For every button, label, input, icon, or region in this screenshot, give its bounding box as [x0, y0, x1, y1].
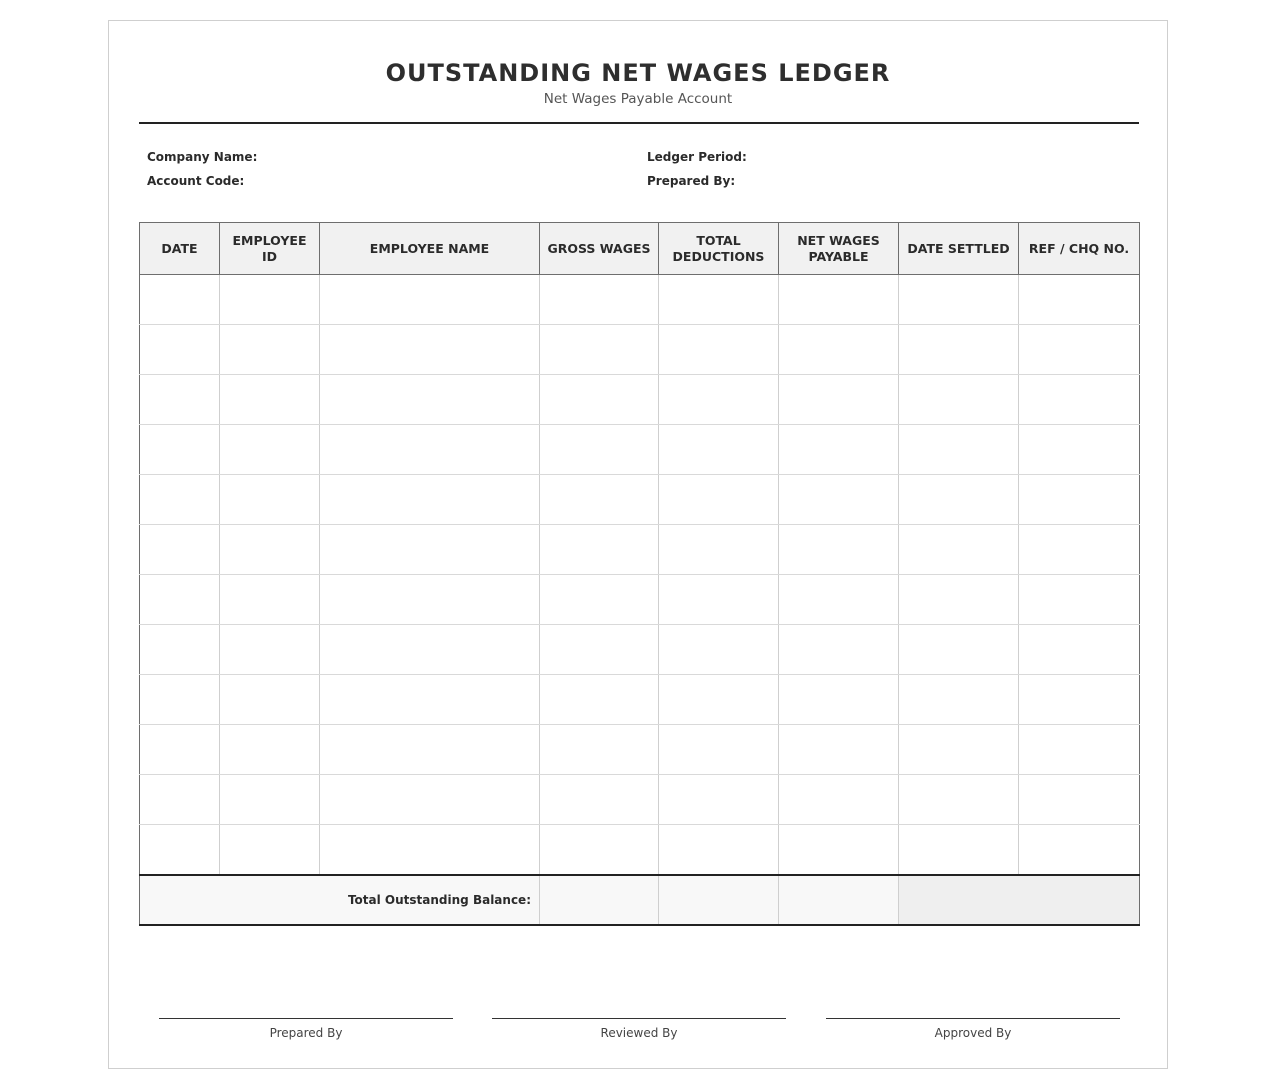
cell-ref-chq-no[interactable] — [1019, 725, 1140, 775]
cell-gross-wages[interactable] — [540, 775, 659, 825]
cell-total-deductions[interactable] — [659, 725, 779, 775]
cell-employee-id[interactable] — [220, 475, 320, 525]
cell-employee-id[interactable] — [220, 775, 320, 825]
cell-gross-wages[interactable] — [540, 475, 659, 525]
cell-date-settled[interactable] — [899, 625, 1019, 675]
cell-employee-id[interactable] — [220, 575, 320, 625]
cell-date-settled[interactable] — [899, 775, 1019, 825]
cell-date[interactable] — [140, 525, 220, 575]
cell-net-wages-payable[interactable] — [779, 275, 899, 325]
cell-date-settled[interactable] — [899, 475, 1019, 525]
cell-date[interactable] — [140, 825, 220, 876]
reviewed-by-signature-line[interactable] — [492, 1018, 786, 1019]
cell-employee-id[interactable] — [220, 725, 320, 775]
cell-employee-name[interactable] — [320, 775, 540, 825]
cell-date-settled[interactable] — [899, 575, 1019, 625]
ledger-period-label: Ledger Period: — [647, 150, 747, 164]
cell-date[interactable] — [140, 775, 220, 825]
ledger-sheet — [108, 20, 1168, 1069]
header-divider — [139, 122, 1139, 124]
cell-gross-wages[interactable] — [540, 425, 659, 475]
cell-gross-wages[interactable] — [540, 825, 659, 876]
cell-net-wages-payable[interactable] — [779, 575, 899, 625]
cell-ref-chq-no[interactable] — [1019, 775, 1140, 825]
cell-employee-id[interactable] — [220, 275, 320, 325]
cell-ref-chq-no[interactable] — [1019, 625, 1140, 675]
cell-date[interactable] — [140, 725, 220, 775]
cell-net-wages-payable[interactable] — [779, 475, 899, 525]
cell-total-deductions[interactable] — [659, 325, 779, 375]
column-header-employee-id: EMPLOYEE ID — [220, 223, 320, 275]
ledger-table — [139, 222, 1140, 926]
cell-employee-name[interactable] — [320, 575, 540, 625]
cell-date[interactable] — [140, 475, 220, 525]
table-row — [140, 725, 1140, 775]
prepared-by-label: Prepared By: — [647, 174, 736, 188]
cell-date[interactable] — [140, 425, 220, 475]
cell-net-wages-payable[interactable] — [779, 375, 899, 425]
table-row — [140, 825, 1140, 876]
cell-date[interactable] — [140, 375, 220, 425]
cell-total-deductions[interactable] — [659, 775, 779, 825]
approved-by-signature-label: Approved By — [934, 1026, 1012, 1040]
table-row — [140, 425, 1140, 475]
cell-employee-name[interactable] — [320, 475, 540, 525]
cell-date[interactable] — [140, 675, 220, 725]
cell-employee-name[interactable] — [320, 725, 540, 775]
cell-gross-wages[interactable] — [540, 625, 659, 675]
cell-employee-name[interactable] — [320, 425, 540, 475]
cell-total-deductions[interactable] — [659, 525, 779, 575]
cell-date-settled[interactable] — [899, 825, 1019, 876]
total-deductions-cell[interactable] — [659, 875, 779, 925]
column-header-net-wages-payable: NET WAGES PAYABLE — [779, 223, 899, 275]
table-row — [140, 525, 1140, 575]
table-row — [140, 775, 1140, 825]
prepared-by-signature-line[interactable] — [159, 1018, 453, 1019]
column-header-date-settled: DATE SETTLED — [899, 223, 1019, 275]
cell-net-wages-payable[interactable] — [779, 325, 899, 375]
cell-date-settled[interactable] — [899, 375, 1019, 425]
cell-net-wages-payable[interactable] — [779, 675, 899, 725]
cell-ref-chq-no[interactable] — [1019, 325, 1140, 375]
cell-net-wages-payable[interactable] — [779, 825, 899, 876]
column-header-employee-name: EMPLOYEE NAME — [320, 223, 540, 275]
cell-net-wages-payable[interactable] — [779, 625, 899, 675]
cell-employee-name[interactable] — [320, 825, 540, 876]
cell-employee-id[interactable] — [220, 375, 320, 425]
column-header-ref-chq-no: REF / CHQ NO. — [1019, 223, 1140, 275]
cell-total-deductions[interactable] — [659, 475, 779, 525]
cell-ref-chq-no[interactable] — [1019, 675, 1140, 725]
cell-date-settled[interactable] — [899, 425, 1019, 475]
cell-date[interactable] — [140, 275, 220, 325]
total-row — [140, 875, 1140, 925]
cell-employee-id[interactable] — [220, 425, 320, 475]
cell-employee-id[interactable] — [220, 525, 320, 575]
total-outstanding-label: Total Outstanding Balance: — [140, 875, 540, 925]
cell-date-settled[interactable] — [899, 325, 1019, 375]
cell-employee-name[interactable] — [320, 525, 540, 575]
cell-ref-chq-no[interactable] — [1019, 525, 1140, 575]
cell-date-settled[interactable] — [899, 675, 1019, 725]
cell-ref-chq-no[interactable] — [1019, 375, 1140, 425]
cell-gross-wages[interactable] — [540, 375, 659, 425]
reviewed-by-signature-label: Reviewed By — [600, 1026, 678, 1040]
ledger-body — [140, 275, 1140, 876]
cell-gross-wages[interactable] — [540, 575, 659, 625]
prepared-by-signature-label: Prepared By — [269, 1026, 343, 1040]
table-header-row — [140, 223, 1140, 275]
cell-total-deductions[interactable] — [659, 375, 779, 425]
cell-total-deductions[interactable] — [659, 625, 779, 675]
cell-date[interactable] — [140, 325, 220, 375]
cell-gross-wages[interactable] — [540, 675, 659, 725]
cell-ref-chq-no[interactable] — [1019, 475, 1140, 525]
cell-date-settled[interactable] — [899, 275, 1019, 325]
cell-net-wages-payable[interactable] — [779, 725, 899, 775]
cell-total-deductions[interactable] — [659, 275, 779, 325]
cell-total-deductions[interactable] — [659, 575, 779, 625]
table-row — [140, 575, 1140, 625]
table-row — [140, 325, 1140, 375]
account-code-label: Account Code: — [147, 174, 245, 188]
cell-total-deductions[interactable] — [659, 425, 779, 475]
table-row — [140, 625, 1140, 675]
table-row — [140, 675, 1140, 725]
cell-total-deductions[interactable] — [659, 825, 779, 876]
cell-date[interactable] — [140, 625, 220, 675]
cell-gross-wages[interactable] — [540, 525, 659, 575]
cell-ref-chq-no[interactable] — [1019, 575, 1140, 625]
total-shaded-cell — [899, 875, 1140, 925]
table-row — [140, 475, 1140, 525]
cell-date[interactable] — [140, 575, 220, 625]
company-name-label: Company Name: — [147, 150, 258, 164]
column-header-total-deductions: TOTAL DEDUCTIONS — [659, 223, 779, 275]
cell-net-wages-payable[interactable] — [779, 775, 899, 825]
column-header-date: DATE — [140, 223, 220, 275]
cell-employee-name[interactable] — [320, 625, 540, 675]
cell-ref-chq-no[interactable] — [1019, 425, 1140, 475]
table-row — [140, 375, 1140, 425]
cell-date-settled[interactable] — [899, 725, 1019, 775]
cell-employee-name[interactable] — [320, 325, 540, 375]
approved-by-signature-line[interactable] — [826, 1018, 1120, 1019]
cell-employee-id[interactable] — [220, 825, 320, 876]
cell-employee-id[interactable] — [220, 325, 320, 375]
total-net-wages-cell[interactable] — [779, 875, 899, 925]
cell-date-settled[interactable] — [899, 525, 1019, 575]
total-gross-wages-cell[interactable] — [540, 875, 659, 925]
cell-total-deductions[interactable] — [659, 675, 779, 725]
cell-employee-id[interactable] — [220, 675, 320, 725]
cell-ref-chq-no[interactable] — [1019, 275, 1140, 325]
cell-employee-id[interactable] — [220, 625, 320, 675]
cell-employee-name[interactable] — [320, 375, 540, 425]
cell-ref-chq-no[interactable] — [1019, 825, 1140, 876]
cell-net-wages-payable[interactable] — [779, 525, 899, 575]
cell-employee-name[interactable] — [320, 675, 540, 725]
cell-net-wages-payable[interactable] — [779, 425, 899, 475]
cell-employee-name[interactable] — [320, 275, 540, 325]
cell-gross-wages[interactable] — [540, 275, 659, 325]
cell-gross-wages[interactable] — [540, 725, 659, 775]
page-title: OUTSTANDING NET WAGES LEDGER — [385, 59, 891, 87]
cell-gross-wages[interactable] — [540, 325, 659, 375]
page-subtitle: Net Wages Payable Account — [543, 91, 733, 107]
table-row — [140, 275, 1140, 325]
column-header-gross-wages: GROSS WAGES — [540, 223, 659, 275]
